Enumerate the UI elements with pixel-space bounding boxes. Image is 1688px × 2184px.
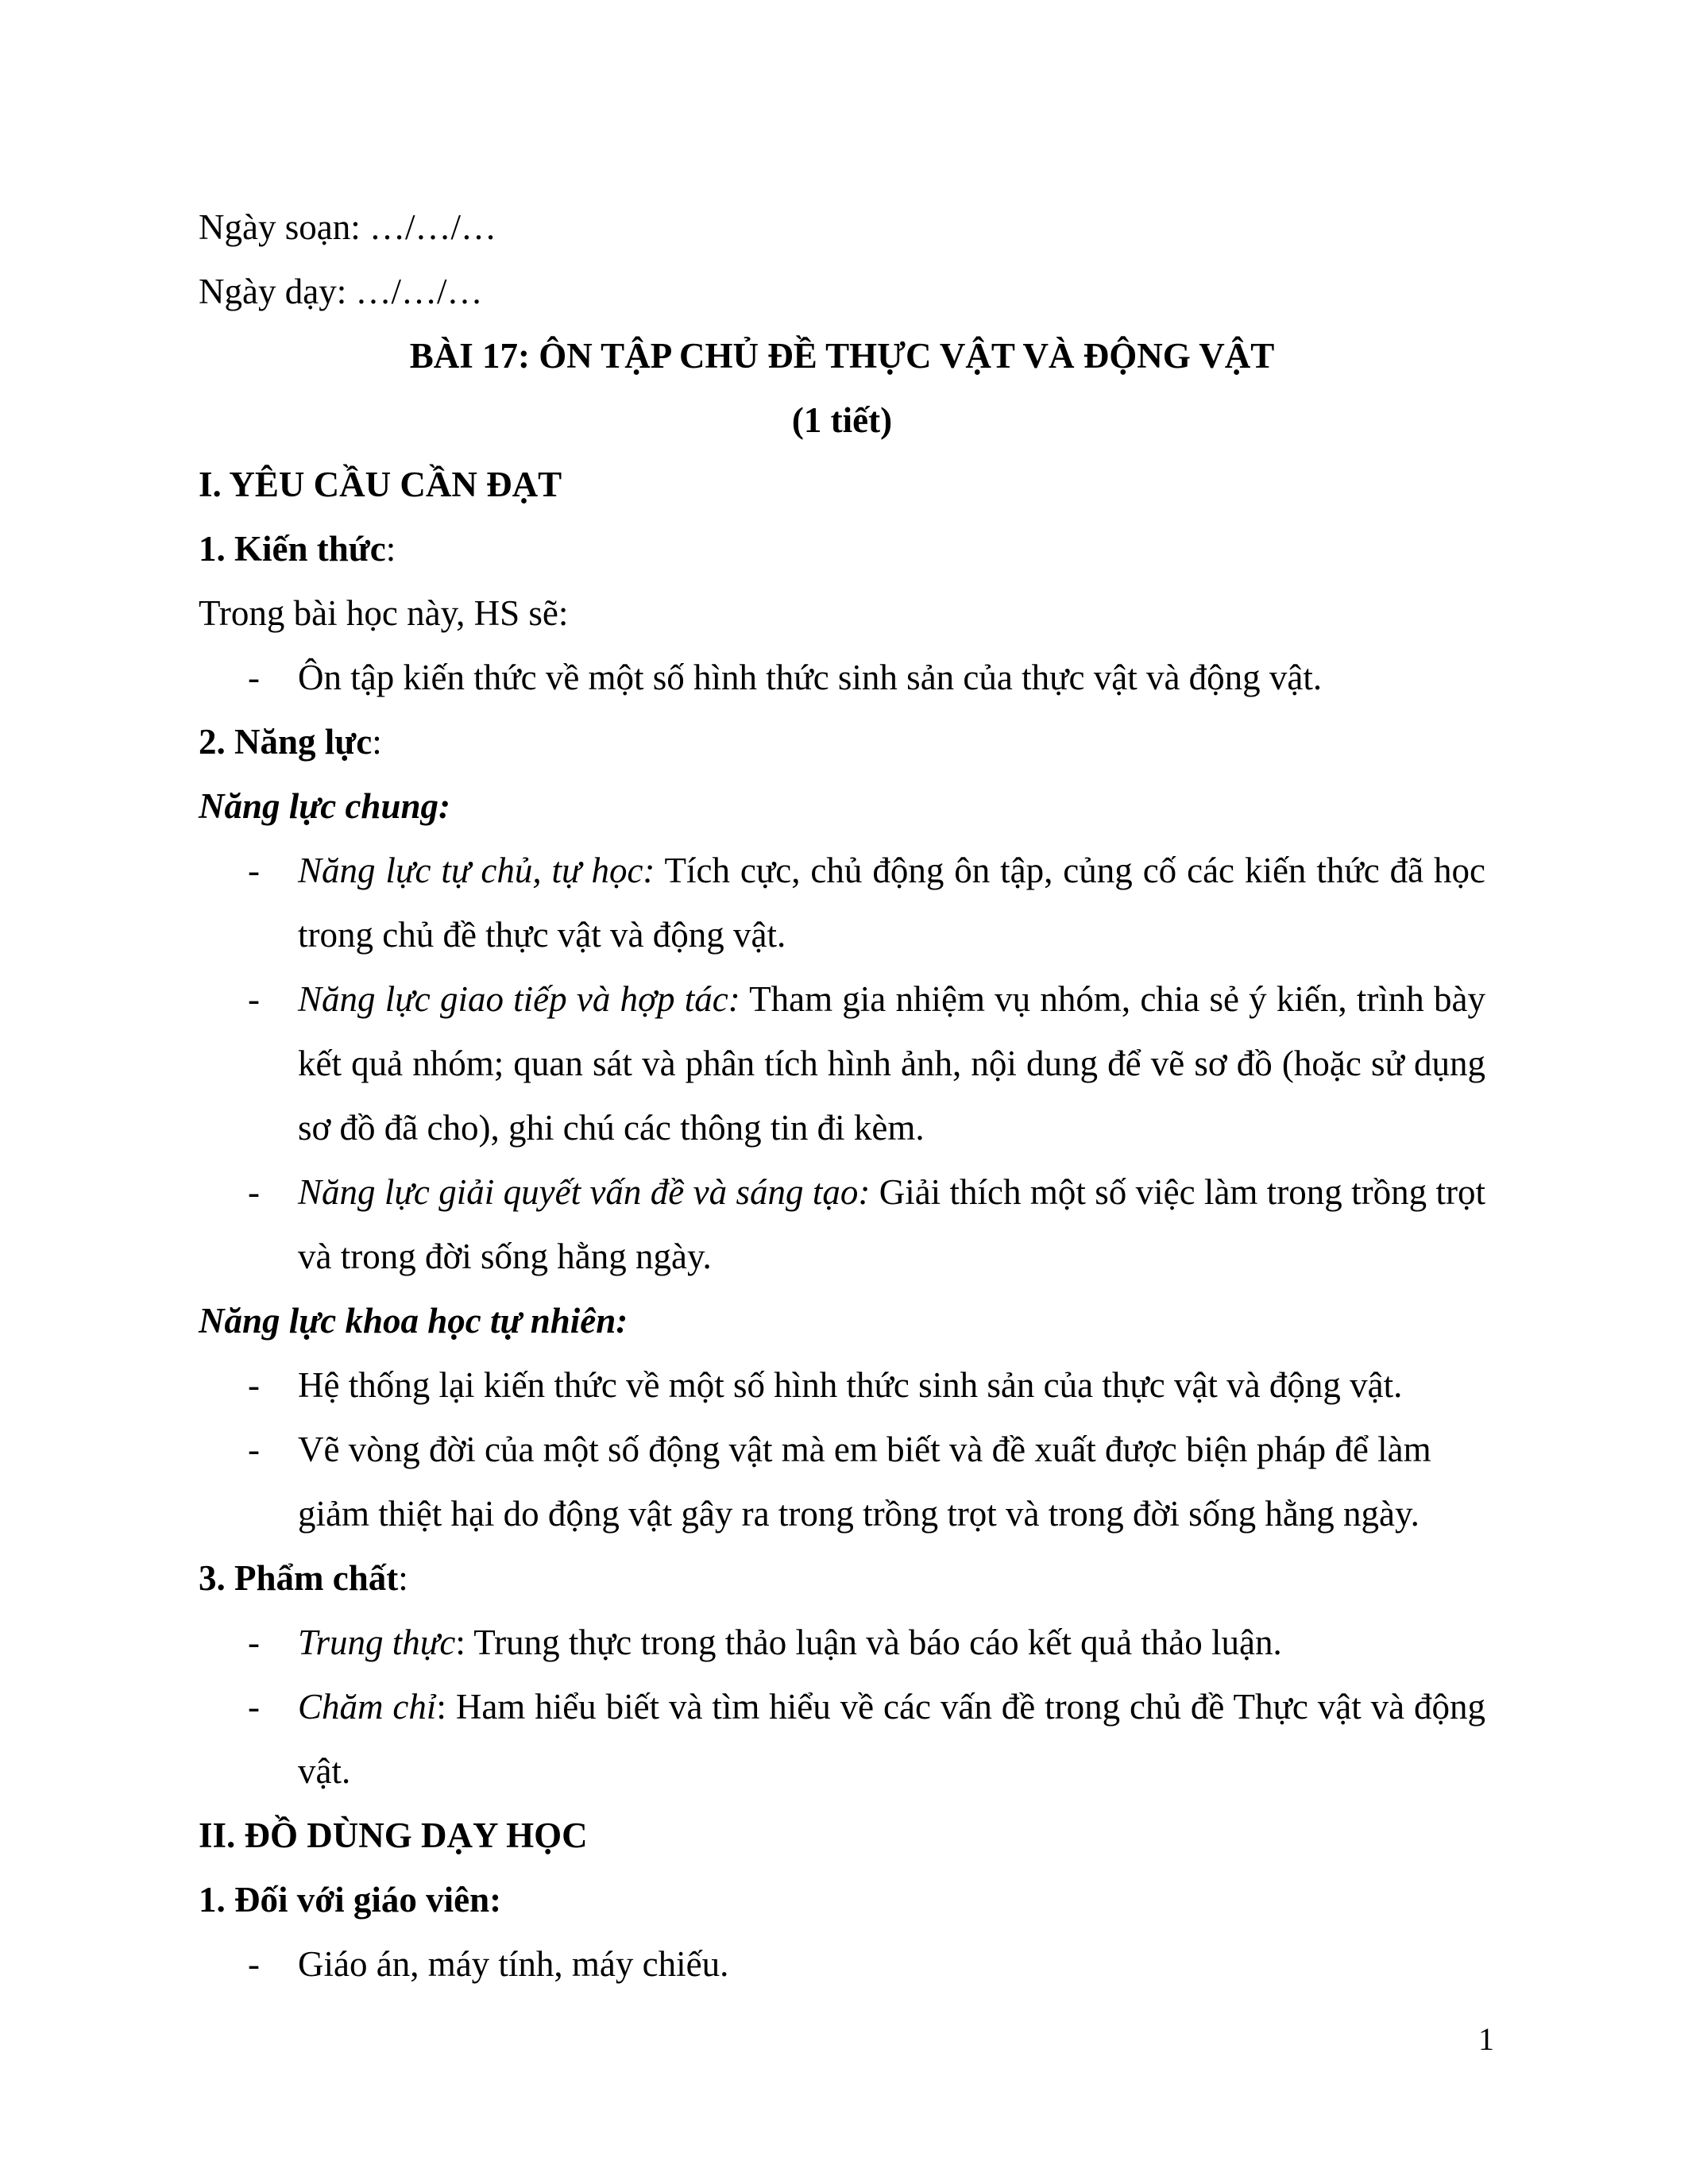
qualities-heading-line (199, 1546, 1485, 1611)
bullet-dash: - (248, 1944, 260, 1984)
section-1-heading: I. YÊU CẦU CẦN ĐẠT (199, 465, 562, 504)
quality-item-label: Chăm chỉ (298, 1687, 437, 1727)
teach-date: Ngày dạy: …/…/… (199, 272, 483, 311)
knowledge-intro: Trong bài học này, HS sẽ: (199, 593, 569, 633)
bullet-dash: - (248, 1687, 260, 1727)
lesson-duration: (1 tiết) (791, 400, 893, 440)
bullet-dash: - (248, 1623, 260, 1662)
knowledge-heading-line (199, 517, 1485, 581)
general-competence-item (199, 839, 1485, 967)
general-competence-heading: Năng lực chung: (199, 786, 450, 826)
bullet-dash: - (248, 658, 260, 697)
general-item-text: Giải thích một số việc làm trong trồng trọt và trong đời sống hằng ngày. (298, 1172, 1485, 1276)
quality-item (199, 1611, 1485, 1675)
knowledge-item-text: Ôn tập kiến thức về một số hình thức sinh sản của thực vật và động vật. (298, 658, 1323, 697)
science-item-text: Hệ thống lại kiến thức về một số hình thức sinh sản của thực vật và động vật. (298, 1365, 1403, 1405)
teacher-item (199, 1932, 1485, 1997)
bullet-dash: - (248, 1430, 260, 1469)
competence-heading: 2. Năng lực (199, 722, 373, 762)
science-competence-item (199, 1418, 1485, 1546)
knowledge-colon: : (385, 529, 396, 569)
quality-item (199, 1675, 1485, 1804)
general-competence-item (199, 967, 1485, 1160)
lesson-title: BÀI 17: ÔN TẬP CHỦ ĐỀ THỰC VẬT VÀ ĐỘNG VẬT (409, 336, 1275, 376)
quality-item-label: Trung thực (298, 1623, 456, 1662)
teacher-heading: 1. Đối với giáo viên: (199, 1880, 502, 1920)
general-item-label: Năng lực tự chủ, tự học: (298, 851, 655, 890)
qualities-colon: : (398, 1558, 408, 1598)
science-competence-item (199, 1353, 1485, 1418)
section-2-heading: II. ĐỒ DÙNG DẠY HỌC (199, 1815, 588, 1855)
competence-colon: : (372, 722, 382, 762)
general-item-label: Năng lực giao tiếp và hợp tác: (298, 979, 740, 1019)
bullet-dash: - (248, 1365, 260, 1405)
quality-item-text: : Trung thực trong thảo luận và báo cáo kết quả thảo luận. (455, 1623, 1282, 1662)
competence-heading-line (199, 710, 1485, 774)
prep-date: Ngày soạn: …/…/… (199, 207, 496, 247)
teacher-item-text: Giáo án, máy tính, máy chiếu. (298, 1944, 729, 1984)
general-item-text: Tích cực, chủ động ôn tập, củng cố các kiến thức đã học trong chủ đề thực vật và động vật. (298, 851, 1485, 955)
bullet-dash: - (248, 851, 260, 890)
general-item-text: Tham gia nhiệm vụ nhóm, chia sẻ ý kiến, trình bày kết quả nhóm; quan sát và phân tích hình ảnh, nội dung để vẽ sơ đồ (hoặc sử dụng sơ đồ đã cho), ghi chú các thông tin đi kèm. (298, 979, 1485, 1148)
science-item-text: Vẽ vòng đời của một số động vật mà em biết và đề xuất được biện pháp để làm giảm thiệt hại do động vật gây ra trong trồng trọt và trong đời sống hằng ngày. (298, 1430, 1431, 1534)
science-competence-heading: Năng lực khoa học tự nhiên: (199, 1301, 628, 1341)
knowledge-item (199, 646, 1485, 710)
bullet-dash: - (248, 1172, 260, 1212)
quality-item-text: : Ham hiểu biết và tìm hiểu về các vấn đề trong chủ đề Thực vật và động vật. (298, 1687, 1485, 1791)
general-competence-item (199, 1160, 1485, 1289)
knowledge-heading: 1. Kiến thức (199, 529, 386, 569)
bullet-dash: - (248, 979, 260, 1019)
qualities-heading: 3. Phẩm chất (199, 1558, 399, 1598)
general-item-label: Năng lực giải quyết vấn đề và sáng tạo: (298, 1172, 871, 1212)
page-number: 1 (1478, 2021, 1494, 2057)
document-body (199, 195, 1485, 1997)
